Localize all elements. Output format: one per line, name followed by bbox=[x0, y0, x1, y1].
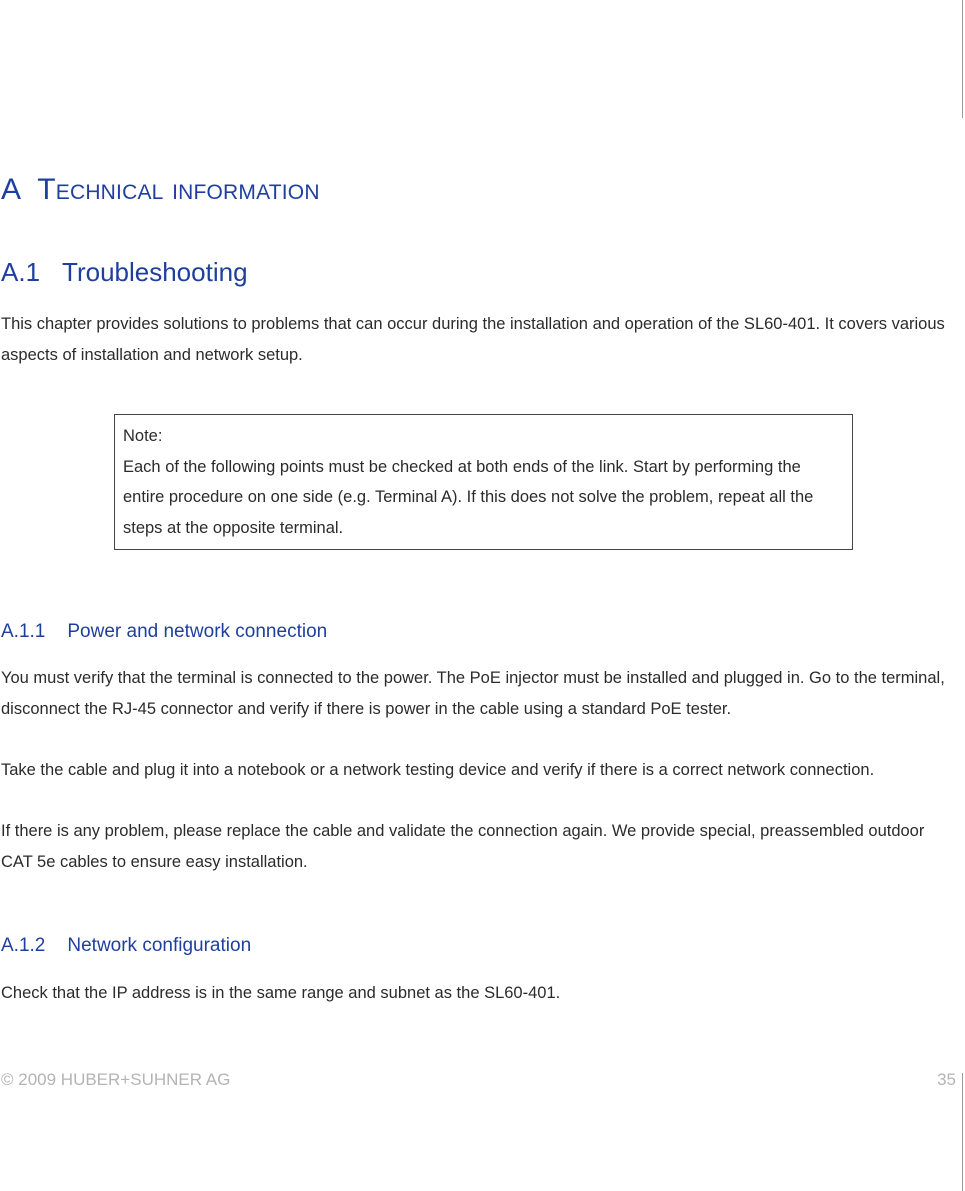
chapter-heading bbox=[1, 173, 320, 207]
section-number: A.1 bbox=[1, 257, 41, 287]
subsection-heading-network bbox=[1, 935, 251, 957]
chapter-letter: A bbox=[1, 173, 22, 206]
footer-page-number: 35 bbox=[937, 1070, 956, 1089]
page-margin-rule-top bbox=[962, 0, 963, 118]
power-paragraph-2: Take the cable and plug it into a notebook or a network testing device and verify if there is a correct network connection. bbox=[1, 761, 875, 779]
chapter-title: Technical information bbox=[37, 173, 320, 206]
section-heading bbox=[1, 257, 248, 288]
subsection-title: Power and network connection bbox=[67, 621, 328, 642]
subsection-number: A.1.1 bbox=[1, 621, 46, 642]
power-paragraph-1: You must verify that the terminal is connected to the power. The PoE injector must be installed and plugged in. Go to the terminal, disconnect the RJ-45 connector and verify if there is power in the cable using a standard PoE tester. bbox=[1, 669, 945, 718]
section-title: Troubleshooting bbox=[62, 257, 248, 287]
network-paragraph-1: Check that the IP address is in the same range and subnet as the SL60-401. bbox=[1, 984, 561, 1002]
note-box bbox=[114, 414, 853, 550]
section-intro-paragraph: This chapter provides solutions to problems that can occur during the installation and operation of the SL60-401. It covers various aspects of installation and network setup. bbox=[1, 315, 945, 364]
subsection-title: Network configuration bbox=[67, 935, 252, 956]
power-paragraph-3: If there is any problem, please replace the cable and validate the connection again. We provide special, preassembled outdoor CAT 5e cables to ensure easy installation. bbox=[1, 822, 925, 871]
note-text: Each of the following points must be checked at both ends of the link. Start by performing the entire procedure on one side (e.g. Terminal A). If this does not solve the problem, repeat all the steps at the opposite terminal. bbox=[123, 457, 814, 537]
footer-copyright: © 2009 HUBER+SUHNER AG bbox=[1, 1070, 231, 1089]
page-margin-rule-bottom bbox=[962, 1073, 963, 1191]
note-label: Note: bbox=[123, 427, 163, 445]
subsection-number: A.1.2 bbox=[1, 935, 46, 956]
subsection-heading-power bbox=[1, 621, 327, 643]
